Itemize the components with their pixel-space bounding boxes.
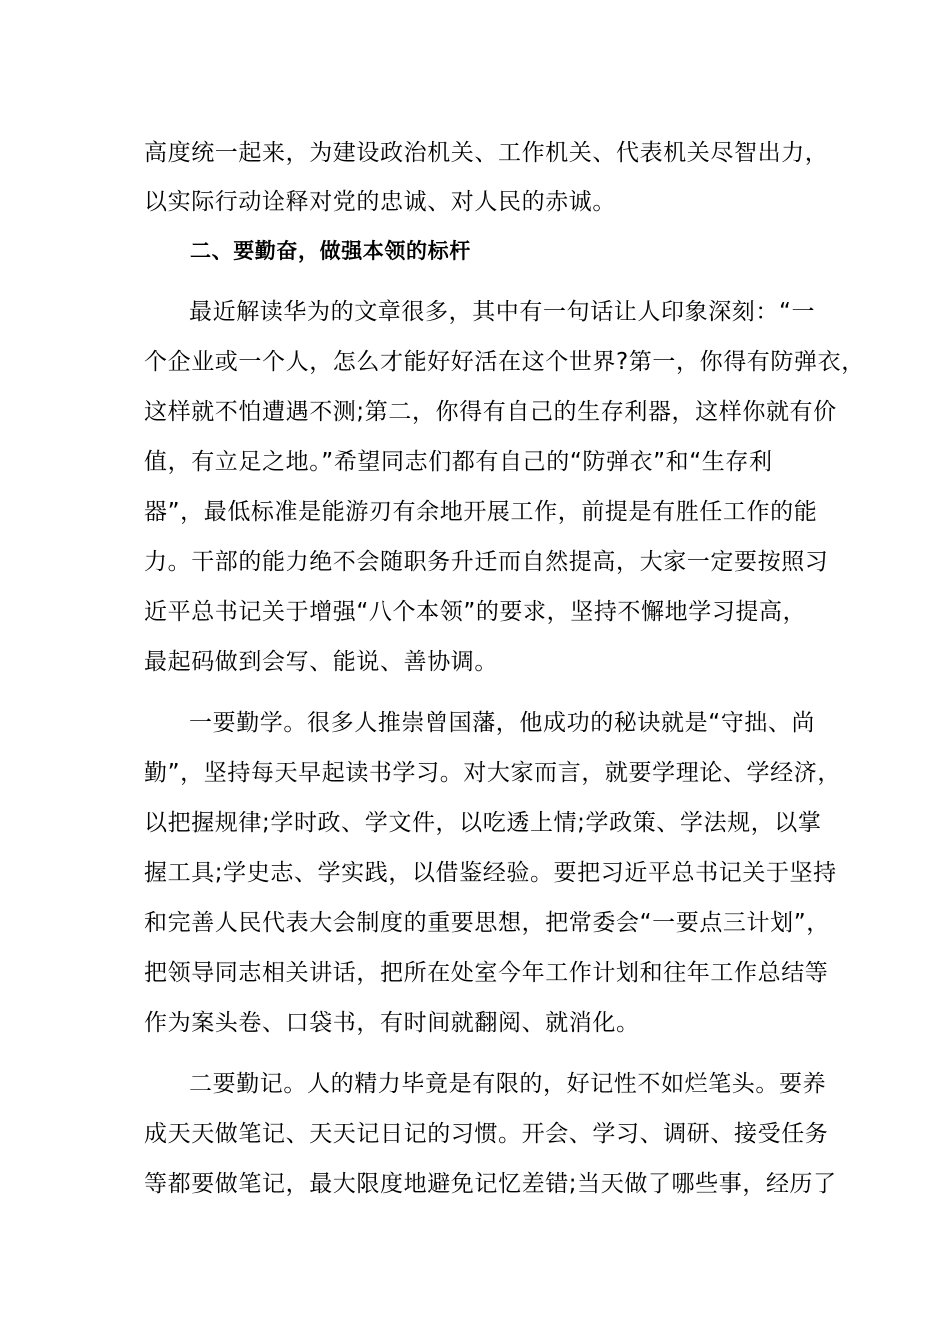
text-line: 把领导同志相关讲话，把所在处室今年工作计划和往年工作总结等 (144, 960, 829, 986)
text-line: 以实际行动诠释对党的忠诚、对人民的赤诚。 (144, 189, 616, 215)
text-line: 这样就不怕遭遇不测;第二，你得有自己的生存利器，这样你就有价 (144, 399, 837, 425)
text-line: 作为案头卷、口袋书，有时间就翻阅、就消化。 (144, 1010, 640, 1036)
text-line: 高度统一起来，为建设政治机关、工作机关、代表机关尽智出力， (144, 140, 829, 166)
text-line: 近平总书记关于增强“八个本领”的要求，坚持不懈地学习提高， (144, 599, 807, 625)
text-line: 握工具;学史志、学实践，以借鉴经验。要把习近平总书记关于坚持 (144, 860, 837, 886)
text-line: 成天天做笔记、天天记日记的习惯。开会、学习、调研、接受任务 (144, 1121, 829, 1147)
text-line: 值，有立足之地。”希望同志们都有自己的“防弹衣”和“生存利 (144, 449, 773, 475)
text-line: 个企业或一个人，怎么才能好好活在这个世界?第一，你得有防弹衣， (144, 349, 865, 375)
text-line: 以把握规律;学时政、学文件，以吃透上情;学政策、学法规，以掌 (144, 810, 822, 836)
text-line: 和完善人民代表大会制度的重要思想，把常委会“一要点三计划”， (144, 910, 830, 936)
text-line: 二要勤记。人的精力毕竟是有限的，好记性不如烂笔头。要养 (189, 1071, 827, 1097)
text-line: 器”，最低标准是能游刃有余地开展工作，前提是有胜任工作的能 (144, 499, 818, 525)
text-line: 一要勤学。很多人推崇曾国藩，他成功的秘诀就是“守拙、尚 (189, 710, 816, 736)
text-line: 力。干部的能力绝不会随职务升迁而自然提高，大家一定要按照习 (144, 549, 829, 575)
text-line: 最近解读华为的文章很多，其中有一句话让人印象深刻：“一 (189, 299, 816, 325)
text-line: 勤”，坚持每天早起读书学习。对大家而言，就要学理论、学经济， (144, 760, 841, 786)
text-line: 等都要做笔记，最大限度地避免记忆差错;当天做了哪些事，经历了 (144, 1171, 837, 1197)
section-heading: 二、要勤奋，做强本领的标杆 (190, 239, 471, 263)
text-line: 最起码做到会写、能说、善协调。 (144, 649, 498, 675)
